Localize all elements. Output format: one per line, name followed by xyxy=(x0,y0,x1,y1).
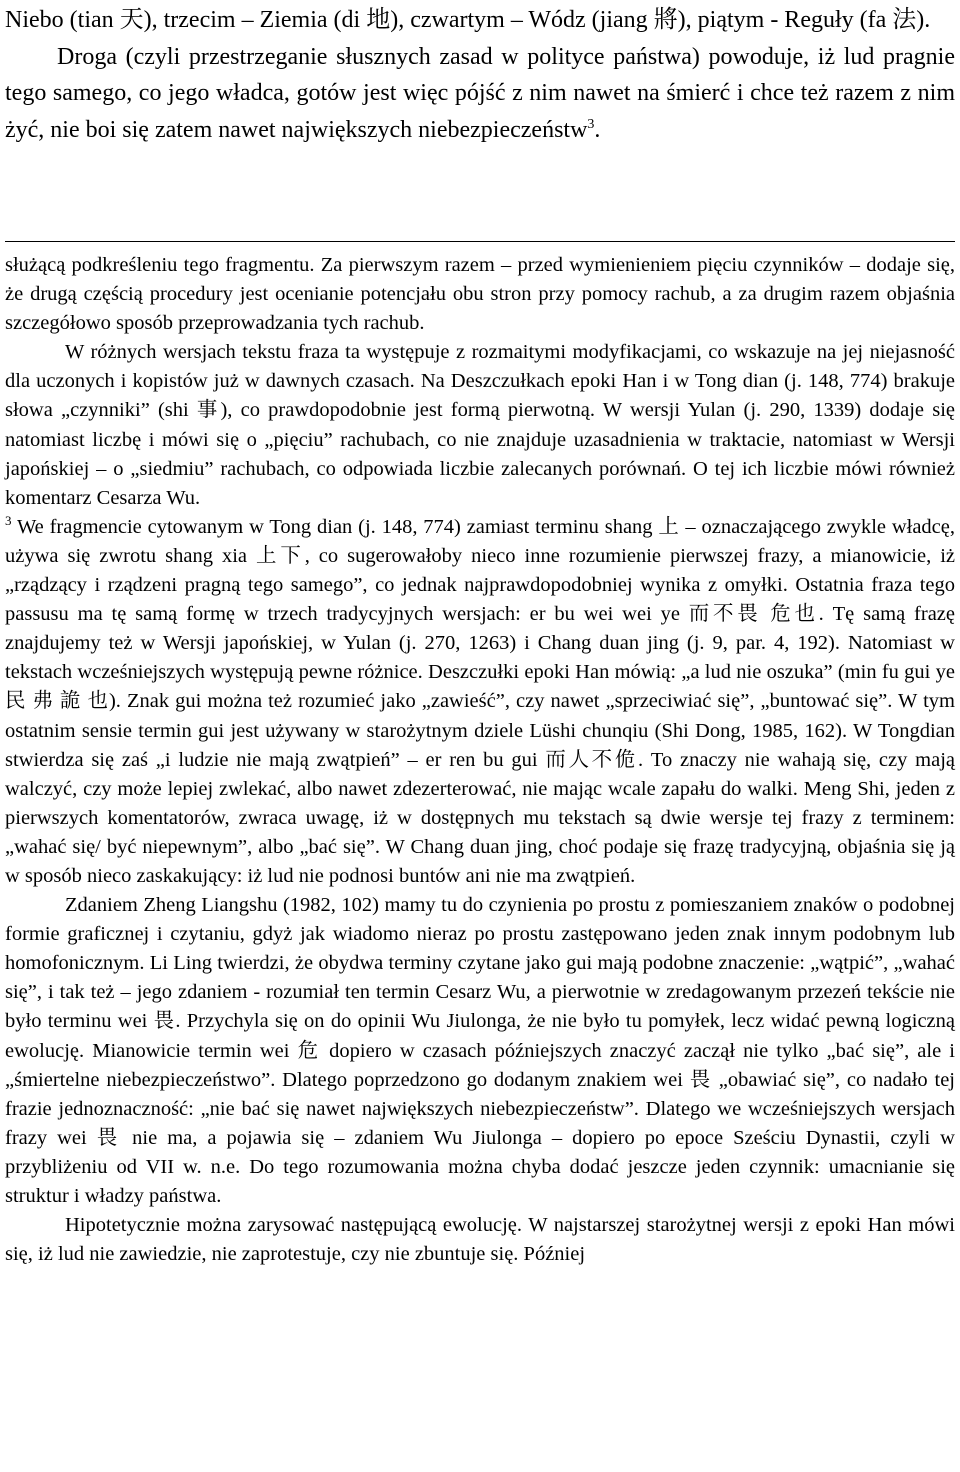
main-text xyxy=(5,0,955,148)
footnote-2-continuation-a: służącą podkreśleniu tego fragmentu. Za pierwszym razem – przed wymienieniem pięciu czynników – dodaje się, że drugą częścią procedury jest ocenianie potencjału obu stron przy pomocy rachub, a za drugim razem objaśnia szczegółowo sposób przeprowadzania tych rachub. xyxy=(5,254,955,335)
footnote-3-paragraph-2: Zdaniem Zheng Liangshu (1982, 102) mamy tu do czynienia po prostu z pomieszaniem znaków o podobnej formie graficznej i czytaniu, gdyż jak wiadomo nieraz po prostu zastępowano jeden znak innym podobnym lub homofonicznym. Li Ling twierdzi, że obydwa terminy czytane jako gui mają podobne znaczenie: „wątpić”, „wahać się”, i tak też – jego zdaniem - rozumiał ten termin Cesarz Wu, a pierwotnie w zredagowanym przezeń tekście nie było terminu wei 畏. Przychyla się on do opinii Wu Jiulonga, że nie było tu pomyłek, lecz widać pewną logiczną ewolucję. Mianowicie termin wei 危 dopiero w czasach późniejszych znaczyć zaczął nie tylko „bać się”, ale i „śmiertelne niebezpieczeństwo”. Dlatego poprzedzono go dodanym znakiem wei 畏 „obawiać się”, co nadało tej frazie jednoznaczność: „nie bać się nawet największych niebezpieczeństw”. Dlatego we wcześniejszych wersjach frazy wei 畏 nie ma, a pojawia się – zdaniem Wu Jiulonga – dopiero po epoce Sześciu Dynastii, czyli w przybliżeniu od VII w. n.e. Do tego rozumowania można chyba dodać jeszcze jeden czynnik: umacnianie się struktur i władzy państwa. xyxy=(5,894,955,1207)
document-page xyxy=(5,0,955,1266)
paragraph-1: Niebo (tian 天), trzecim – Ziemia (di 地), czwartym – Wódz (jiang 將), piątym - Reguły (fa 法). xyxy=(5,7,931,33)
footnote-3 xyxy=(5,513,955,891)
footnote-ref-3[interactable]: 3 xyxy=(587,116,595,132)
footnote-3-number: 3 xyxy=(5,513,12,529)
footnote-3-paragraph-3: Hipotetycznie można zarysować następującą ewolucję. W najstarszej starożytnej wersji z epoki Han mówi się, iż lud nie zawiedzie, nie zaprotestuje, czy nie zbuntuje się. Później xyxy=(5,1214,955,1266)
footnote-2-continuation-b: W różnych wersjach tekstu fraza ta występuje z rozmaitymi modyfikacjami, co wskazuje na jej niejasność dla uczonych i kopistów już w dawnych czasach. Na Deszczułkach epoki Han i w Tong dian (j. 148, 774) brakuje słowa „czynniki” (shi 事), co prawdopodobnie jest formą pierwotną. W wersji Yulan (j. 290, 1339) dodaje się natomiast liczbę i mówi się o „pięciu” rachubach, co nie znajduje uzasadnienia w traktacie, natomiast w Wersji japońskiej – o „siedmiu” rachubach, co odpowiada liczbie zalecanych porównań. O tej ich liczbie mówi również komentarz Cesarza Wu. xyxy=(5,341,955,509)
footnote-3-text: We fragmencie cytowanym w Tong dian (j. 148, 774) zamiast terminu shang 上 – oznaczającego zwykle władcę, używa się zwrotu shang xia 上下, co sugerowałoby nieco inne rozumienie pierwszej frazy, a mianowicie, iż „rządzący i rządzeni pragną tego samego”, co jednak najprawdopodobniej wynika z omyłki. Ostatnia fraza tego passusu ma tę samą formę w trzech tradycyjnych wersjach: er bu wei wei ye 而不畏 危也. Tę samą frazę znajdujemy też w Wersji japońskiej, w Yulan (j. 270, 1263) i Chang duan jing (j. 9, par. 4, 192). Natomiast w tekstach wcześniejszych występują pewne różnice. Deszczułki epoki Han mówią: „a lud nie oszuka” (min fu gui ye 民 弗 詭 也). Znak gui można też rozumieć jako „zawieść”, czy nawet „sprzeciwiać się”, „buntować się”. W tym ostatnim sensie termin gui jest używany w starożytnym dziele Lüshi chunqiu (Shi Dong, 1985, 162). W Tongdian stwierdza się zaś „i ludzie nie mają zwątpień” – er ren bu gui 而人不佹. To znaczy nie wahają się, czy mają walczyć, czy może lepiej zwlekać, albo nawet zdezerterować, nie mając wcale zapału do walki. Meng Shi, jeden z pierwszych komentatorów, zwraca uwagę, iż w dostępnych mu tekstach są dwie wersje tej frazy z terminem: „wahać się/ być niepewnym”, albo „bać się”. W Chang duan jing, choć podaje się frazę tradycyjną, objaśnia się ją w sposób nieco zaskakujący: iż lud nie podnosi buntów ani nie ma zwątpień. xyxy=(5,515,955,887)
paragraph-2 xyxy=(5,39,955,149)
paragraph-2-end: . xyxy=(594,116,601,143)
footnote-separator xyxy=(5,241,955,242)
footnotes xyxy=(5,251,955,1269)
paragraph-2-text: Droga (czyli przestrzeganie słusznych zasad w polityce państwa) powoduje, iż lud pragnie tego samego, co jego władca, gotów jest więc pójść z nim nawet na śmierć i chce też razem z nim żyć, nie boi się zatem nawet największych niebezpieczeństw xyxy=(5,43,955,143)
